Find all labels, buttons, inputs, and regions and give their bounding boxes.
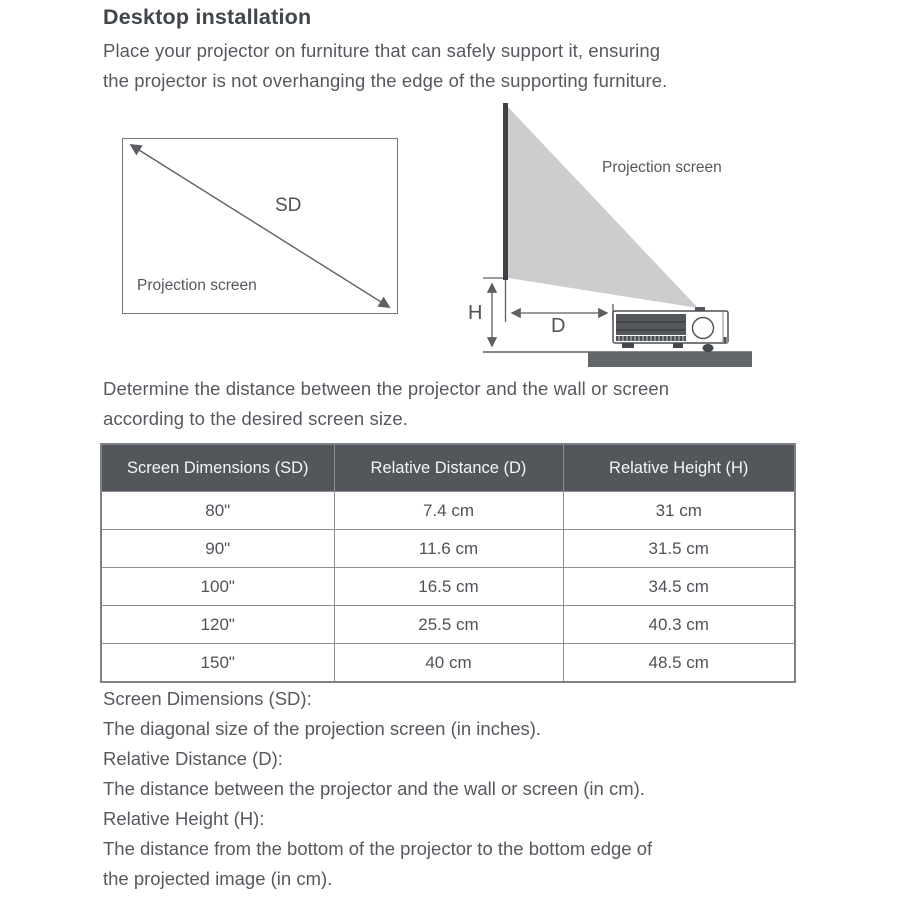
cell-height: 34.5 cm bbox=[563, 568, 795, 606]
projector-icon bbox=[613, 307, 728, 352]
determine-paragraph bbox=[103, 374, 669, 434]
cell-sd: 80" bbox=[101, 492, 334, 530]
header-relative-height: Relative Height (H) bbox=[563, 444, 795, 492]
cell-sd: 100" bbox=[101, 568, 334, 606]
definition-term-d: Relative Distance (D): bbox=[103, 748, 283, 769]
page-title: Desktop installation bbox=[103, 5, 312, 29]
furniture-stand bbox=[588, 352, 752, 367]
cell-sd: 120" bbox=[101, 606, 334, 644]
projector-side-diagram bbox=[440, 95, 820, 380]
h-label: H bbox=[468, 302, 483, 324]
definition-desc-d: The distance between the projector and the wall or screen (in cm). bbox=[103, 778, 645, 799]
table-row bbox=[101, 644, 795, 683]
definition-desc-h-line2: the projected image (in cm). bbox=[103, 868, 333, 889]
table-row bbox=[101, 492, 795, 530]
screen-size-diagram bbox=[122, 138, 398, 314]
definition-term-sd: Screen Dimensions (SD): bbox=[103, 688, 312, 709]
cell-distance: 40 cm bbox=[334, 644, 563, 683]
determine-line-1: Determine the distance between the projector and the wall or screen bbox=[103, 378, 670, 399]
cell-distance: 25.5 cm bbox=[334, 606, 563, 644]
cell-height: 40.3 cm bbox=[563, 606, 795, 644]
header-screen-dimensions: Screen Dimensions (SD) bbox=[101, 444, 334, 492]
projection-screen-label-left: Projection screen bbox=[137, 277, 257, 294]
cell-height: 31 cm bbox=[563, 492, 795, 530]
cell-distance: 11.6 cm bbox=[334, 530, 563, 568]
definition-desc-sd: The diagonal size of the projection screen (in inches). bbox=[103, 718, 542, 739]
intro-line-2: the projector is not overhanging the edge of the supporting furniture. bbox=[103, 70, 668, 91]
cell-height: 31.5 cm bbox=[563, 530, 795, 568]
cell-distance: 16.5 cm bbox=[334, 568, 563, 606]
cell-sd: 90" bbox=[101, 530, 334, 568]
sd-label: SD bbox=[275, 195, 302, 216]
definition-desc-h-line1: The distance from the bottom of the projector to the bottom edge of bbox=[103, 838, 653, 859]
table-header-row bbox=[101, 444, 795, 492]
header-relative-distance: Relative Distance (D) bbox=[334, 444, 563, 492]
intro-line-1: Place your projector on furniture that can safely support it, ensuring bbox=[103, 40, 661, 61]
projection-screen-label-right: Projection screen bbox=[602, 159, 722, 176]
cell-height: 48.5 cm bbox=[563, 644, 795, 683]
projection-beam bbox=[508, 107, 698, 308]
definition-term-h: Relative Height (H): bbox=[103, 808, 265, 829]
cell-sd: 150" bbox=[101, 644, 334, 683]
d-label: D bbox=[551, 315, 566, 337]
distance-table bbox=[100, 443, 796, 683]
cell-distance: 7.4 cm bbox=[334, 492, 563, 530]
definitions-block bbox=[103, 684, 652, 894]
wall-screen-bar bbox=[503, 103, 508, 280]
table-row bbox=[101, 568, 795, 606]
table-row bbox=[101, 606, 795, 644]
table-row bbox=[101, 530, 795, 568]
intro-paragraph bbox=[103, 36, 667, 96]
determine-line-2: according to the desired screen size. bbox=[103, 408, 409, 429]
